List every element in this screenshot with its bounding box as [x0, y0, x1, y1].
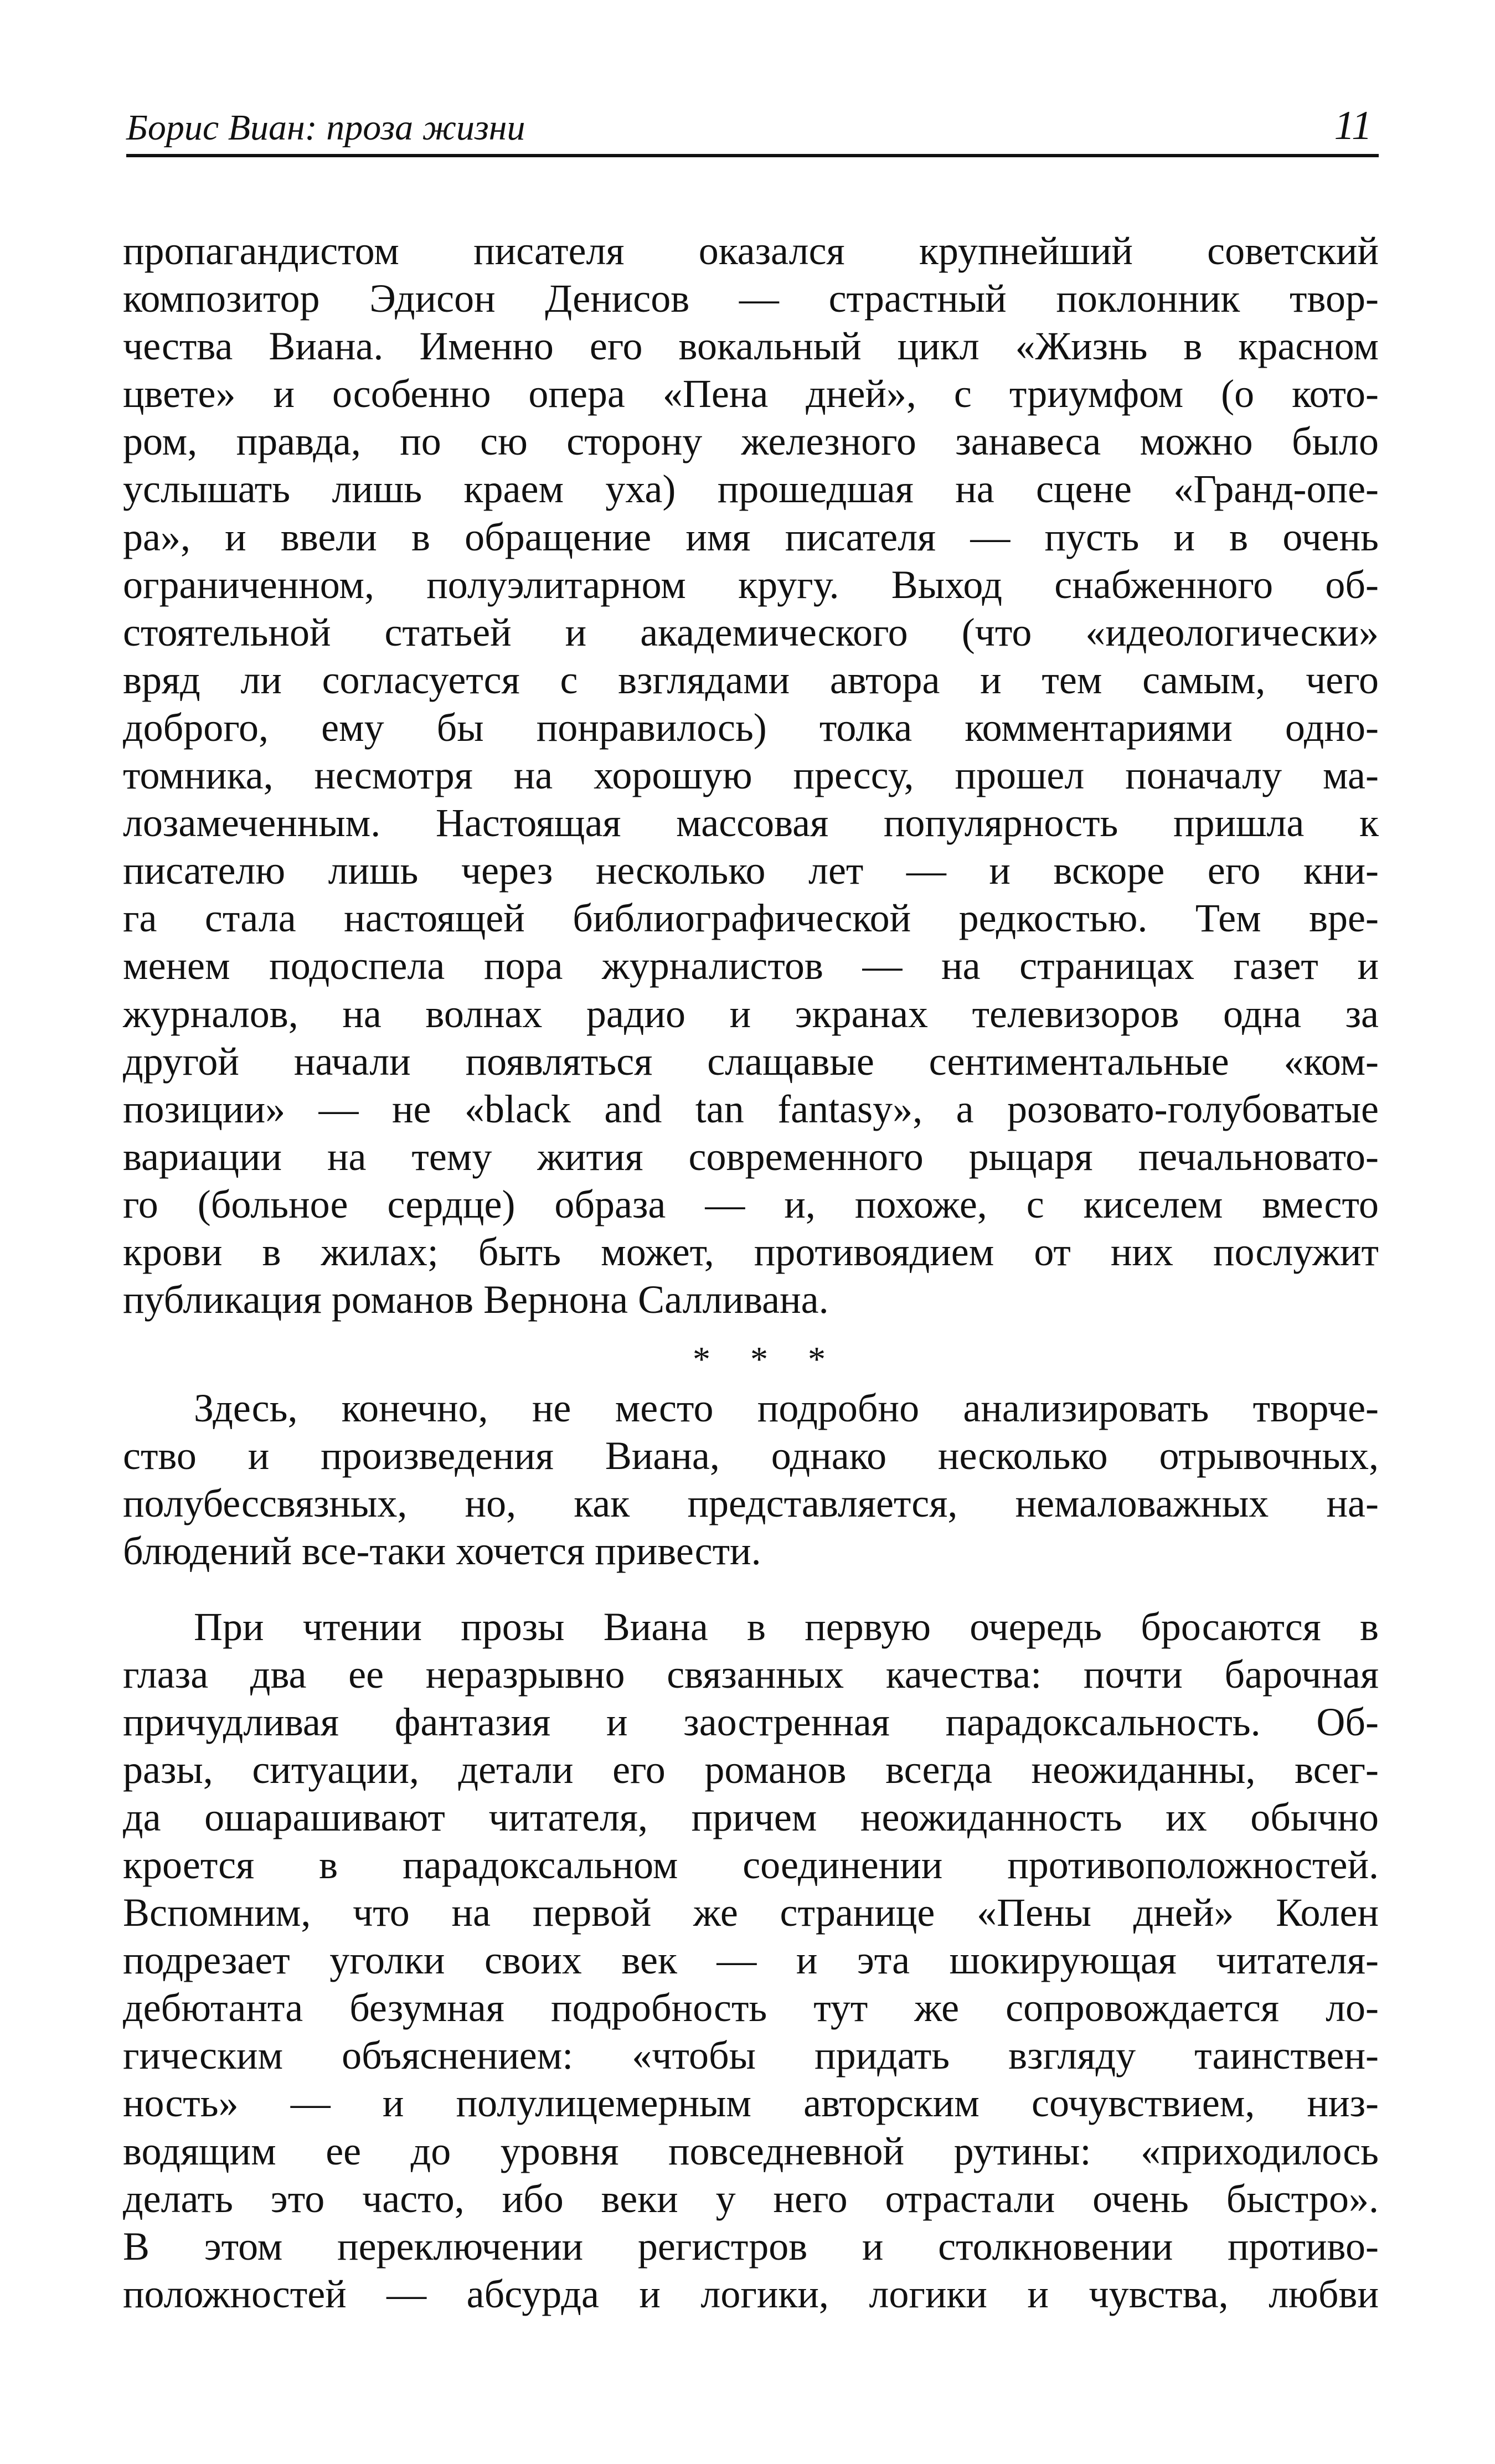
text-line: ство и произведения Виана, однако несколько отрывочных, — [123, 1434, 1379, 1478]
text-line: ра», и ввели в обращение имя писателя — пусть и в очень — [123, 514, 1379, 559]
text-line: делать это часто, ибо веки у него отрастали очень быстро». — [123, 2176, 1379, 2221]
paragraph-1 — [123, 227, 1379, 1323]
text-line: крови в жилах; быть может, противоядием от них послужит — [123, 1229, 1379, 1274]
text-line: кроется в парадоксальном соединении противоположностей. — [123, 1843, 1379, 1887]
text-line: лозамеченным. Настоящая массовая популярность пришла к — [123, 801, 1379, 846]
text-line: позиции» — не «black and tan fantasy», а розовато-голубоватые — [123, 1086, 1379, 1131]
text-line: Здесь, конечно, не место подробно анализировать творче- — [194, 1386, 1379, 1431]
text-line: журналов, на волнах радио и экранах телевизоров одна за — [123, 991, 1379, 1036]
text-line: Вспомним, что на первой же странице «Пены дней» Колен — [123, 1890, 1379, 1935]
text-line: доброго, ему бы понравилось) толка комментариями одно- — [123, 705, 1379, 750]
text-line: другой начали появляться слащавые сентиментальные «ком- — [123, 1039, 1379, 1084]
text-line: дебютанта безумная подробность тут же сопровождается ло- — [123, 1986, 1379, 2030]
text-line: пропагандистом писателя оказался крупнейший советский — [123, 229, 1379, 273]
page-number: 11 — [1334, 103, 1372, 148]
text-line: водящим ее до уровня повседневной рутины: «приходилось — [123, 2128, 1379, 2173]
text-line: При чтении прозы Виана в первую очередь бросаются в — [194, 1604, 1379, 1649]
text-line: вариации на тему жития современного рыцаря печальновато- — [123, 1134, 1379, 1179]
text-line: ром, правда, по сю сторону железного занавеса можно было — [123, 419, 1379, 464]
text-line: подрезает уголки своих век — и эта шокирующая читателя- — [123, 1938, 1379, 1983]
text-line: публикация романов Вернона Салливана. — [123, 1277, 829, 1322]
paragraph-3 — [123, 1603, 1379, 2318]
text-line: менем подоспела пора журналистов — на страницах газет и — [123, 944, 1379, 988]
text-line: цвете» и особенно опера «Пена дней», с триумфом (о кото- — [123, 372, 1379, 416]
text-line: ность» — и полулицемерным авторским сочувствием, низ- — [123, 2081, 1379, 2126]
body-text — [123, 227, 1379, 2318]
text-line: положностей — абсурда и логики, логики и чувства, любви — [123, 2271, 1379, 2316]
text-line: ограниченном, полуэлитарном кругу. Выход снабженного об- — [123, 562, 1379, 607]
text-line: полубессвязных, но, как представляется, немаловажных на- — [123, 1481, 1379, 1526]
text-line: В этом переключении регистров и столкновении противо- — [123, 2224, 1379, 2269]
paragraph-gap — [123, 1575, 1379, 1603]
text-line: чества Виана. Именно его вокальный цикл «Жизнь в красном — [123, 324, 1379, 369]
running-header — [126, 93, 1379, 157]
text-line: композитор Эдисон Денисов — страстный поклонник твор- — [123, 276, 1379, 321]
text-line: блюдений все-таки хочется привести. — [123, 1529, 761, 1574]
text-line: гическим объяснением: «чтобы придать взгляду таинствен- — [123, 2033, 1379, 2078]
section-separator: * * * — [693, 1339, 841, 1379]
text-line: томника, несмотря на хорошую прессу, прошел поначалу ма- — [123, 753, 1379, 798]
text-line: га стала настоящей библиографической редкостью. Тем вре- — [123, 896, 1379, 941]
text-line: услышать лишь краем уха) прошедшая на сцене «Гранд-опе- — [123, 467, 1379, 512]
text-line: писателю лишь через несколько лет — и вскоре его кни- — [123, 848, 1379, 893]
text-line: го (больное сердце) образа — и, похоже, с киселем вместо — [123, 1182, 1379, 1226]
text-line: стоятельной статьей и академического (что «идеологически» — [123, 610, 1379, 654]
text-line: причудливая фантазия и заостренная парадоксальность. Об- — [123, 1699, 1379, 1744]
text-line: глаза два ее неразрывно связанных качества: почти барочная — [123, 1652, 1379, 1697]
paragraph-2 — [123, 1384, 1379, 1575]
text-line: вряд ли согласуется с взглядами автора и тем самым, чего — [123, 657, 1379, 702]
text-line: да ошарашивают читателя, причем неожиданность их обычно — [123, 1795, 1379, 1839]
text-line: разы, ситуации, детали его романов всегда неожиданны, всег- — [123, 1747, 1379, 1792]
running-title: Борис Виан: проза жизни — [126, 107, 525, 148]
